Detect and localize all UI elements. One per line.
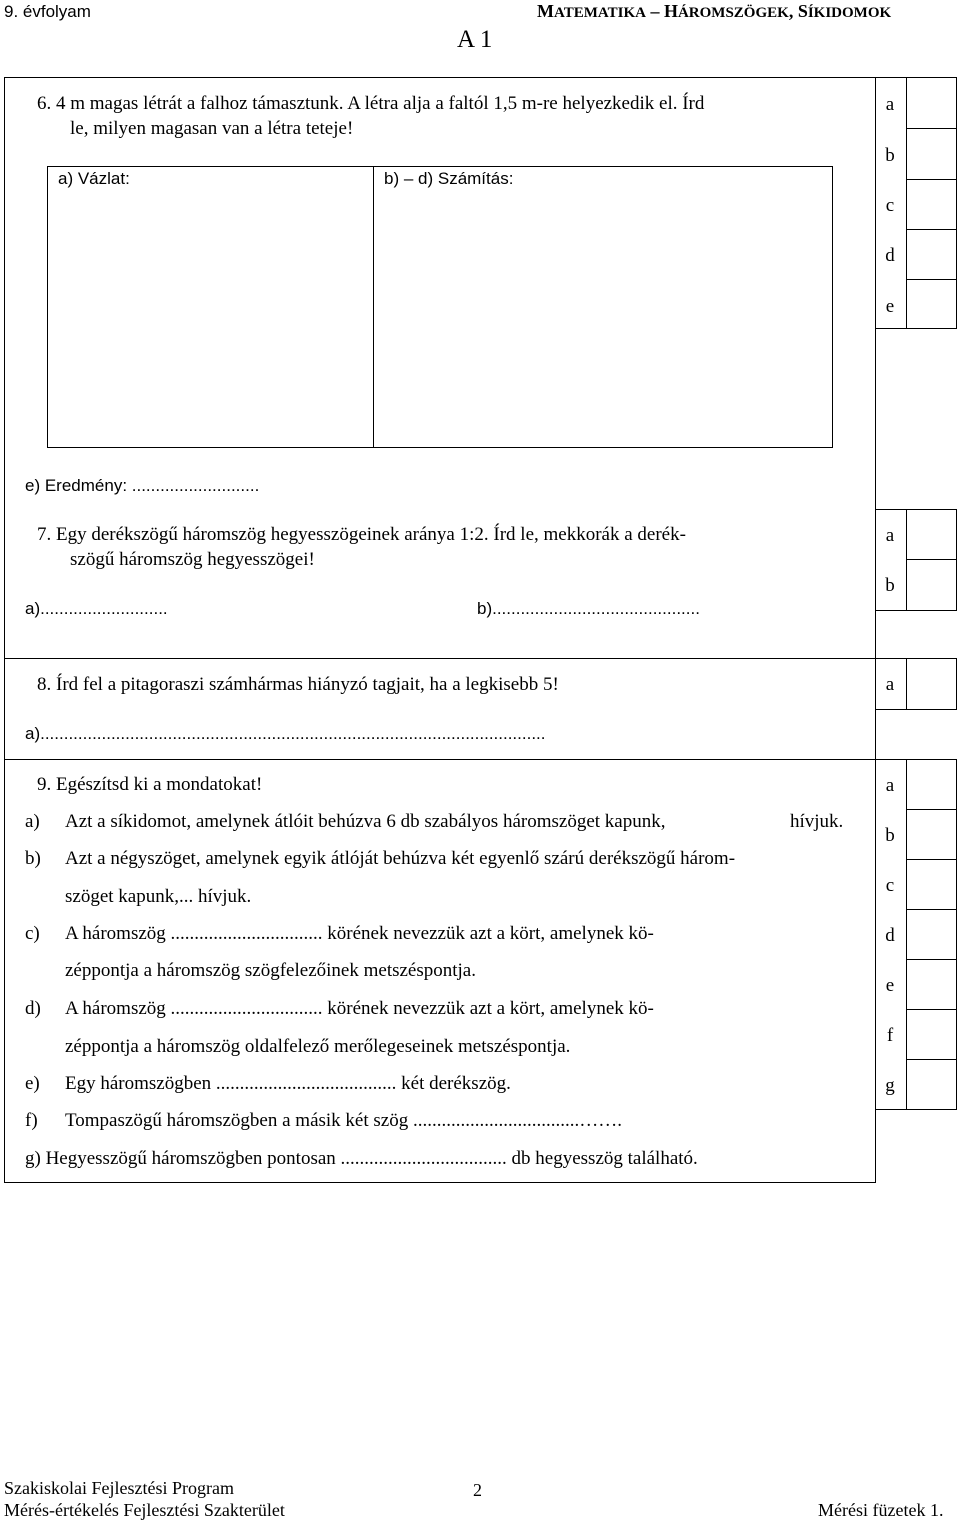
task6-question-line2: le, milyen magasan van a létra teteje!: [70, 118, 354, 139]
score-letter: a: [885, 525, 895, 546]
score-divider: [906, 509, 907, 611]
task9-d-text1: A háromszög ................................ körének nevezzük azt a kört, amelynek kö-: [65, 998, 654, 1019]
task6-answer-divider: [373, 166, 374, 448]
task9-a-end: hívjuk.: [790, 811, 844, 832]
score-row-line: [906, 229, 957, 230]
task9-f-label: f): [25, 1110, 38, 1131]
score-letter: b: [885, 575, 895, 596]
footer-page-number: 2: [473, 1480, 482, 1500]
subject-rest: ATEMATIKA: [554, 5, 646, 21]
topic-rest-2: ÍKIDOMOK: [807, 5, 892, 21]
task8-question: 8. Írd fel a pitagoraszi számhármas hiányzó tagjait, ha a legkisebb 5!: [37, 674, 559, 695]
score-row-line: [906, 179, 957, 180]
score-letter: b: [885, 145, 895, 166]
score-row-line: [906, 1009, 957, 1010]
section-separator: [4, 759, 876, 760]
score-letter: c: [885, 875, 895, 896]
section-separator: [4, 658, 876, 659]
footer-program: Szakiskolai Fejlesztési Program: [4, 1478, 234, 1498]
task9-title-text: 9. Egészítsd ki a mondatokat!: [37, 774, 263, 795]
score-row-line: [906, 1059, 957, 1060]
score-divider: [906, 658, 907, 710]
score-divider: [906, 759, 907, 1110]
task9-title: [37, 774, 262, 796]
score-row-line: [906, 279, 957, 280]
task9-a-label: a): [25, 811, 40, 832]
task9-d-label: d): [25, 998, 41, 1019]
task9-b-text2: szöget kapunk,... hívjuk.: [65, 886, 252, 907]
footer-department: Mérés-értékelés Fejlesztési Szakterület: [4, 1500, 285, 1520]
task9-e-text: Egy háromszögben ...................................... két derékszög.: [65, 1073, 511, 1094]
form-code: A 1: [457, 26, 493, 53]
task9-a-text: Azt a síkidomot, amelynek átlóit behúzva 6 db szabályos háromszöget kapunk,: [65, 811, 666, 832]
topic-initial-2: S: [797, 1, 808, 21]
task8-answer-a: a)...........................................................................................................: [25, 724, 546, 743]
score-letter: g: [885, 1075, 895, 1096]
task9-c-label: c): [25, 923, 40, 944]
score-letter: b: [885, 825, 895, 846]
task9-e-label: e): [25, 1073, 40, 1094]
task9-c-text2: zéppontja a háromszög szögfelezőinek metszéspontja.: [65, 960, 476, 981]
footer-booklet: Mérési füzetek 1.: [818, 1500, 944, 1520]
task9-b-label: b): [25, 848, 41, 869]
score-letter: d: [885, 925, 895, 946]
score-divider: [906, 77, 907, 329]
task9-f-text: Tompaszögű háromszögben a másik két szög ...................................…….: [65, 1110, 622, 1131]
subject-initial: M: [537, 1, 554, 21]
score-letter: d: [885, 245, 895, 266]
topic-rest-1: ÁROMSZÖGEK: [677, 5, 789, 21]
task6-question-line1: 6. 4 m magas létrát a falhoz támasztunk. A létra alja a faltól 1,5 m-re helyezkedik el. Írd: [37, 93, 705, 114]
grade-label: 9. évfolyam: [4, 2, 91, 21]
score-letter: a: [885, 775, 895, 796]
score-letter: e: [885, 296, 895, 317]
score-row-line: [906, 128, 957, 129]
score-letter: e: [885, 975, 895, 996]
task9-b-text1: Azt a négyszöget, amelynek egyik átlóját behúzva két egyenlő szárú derékszögű három-: [65, 848, 736, 869]
task6-answer-area[interactable]: [47, 166, 833, 448]
score-row-line: [906, 859, 957, 860]
task6-calc-label: b) – d) Számítás:: [384, 169, 514, 188]
header-dash: –: [650, 1, 660, 21]
task9-d-text2: zéppontja a háromszög oldalfelező merőlegeseinek metszéspontja.: [65, 1036, 571, 1057]
score-letter: a: [885, 674, 895, 695]
task9-c-text1: A háromszög ................................ körének nevezzük azt a kört, amelynek kö-: [65, 923, 654, 944]
task7-question-line2: szögű háromszög hegyesszögei!: [70, 549, 315, 570]
score-row-line: [906, 959, 957, 960]
task7-answer-b: b)............................................: [477, 599, 700, 618]
score-letter: f: [886, 1025, 894, 1046]
task6-result: e) Eredmény: ...........................: [25, 476, 260, 495]
task9-g-text: g) Hegyesszögű háromszögben pontosan ................................... db hegyesszög található.: [25, 1148, 698, 1169]
score-letter: a: [885, 94, 895, 115]
score-row-line: [906, 909, 957, 910]
score-row-line: [906, 559, 957, 560]
topic-comma: ,: [788, 1, 794, 21]
topic-initial-1: H: [663, 1, 678, 21]
score-letter: c: [885, 195, 895, 216]
score-row-line: [906, 809, 957, 810]
task6-sketch-label: a) Vázlat:: [58, 169, 130, 188]
task7-question-line1: 7. Egy derékszögű háromszög hegyesszögeinek aránya 1:2. Írd le, mekkorák a derék-: [37, 524, 686, 545]
subject-header: [537, 1, 891, 22]
task7-answer-a: a)...........................: [25, 599, 168, 618]
